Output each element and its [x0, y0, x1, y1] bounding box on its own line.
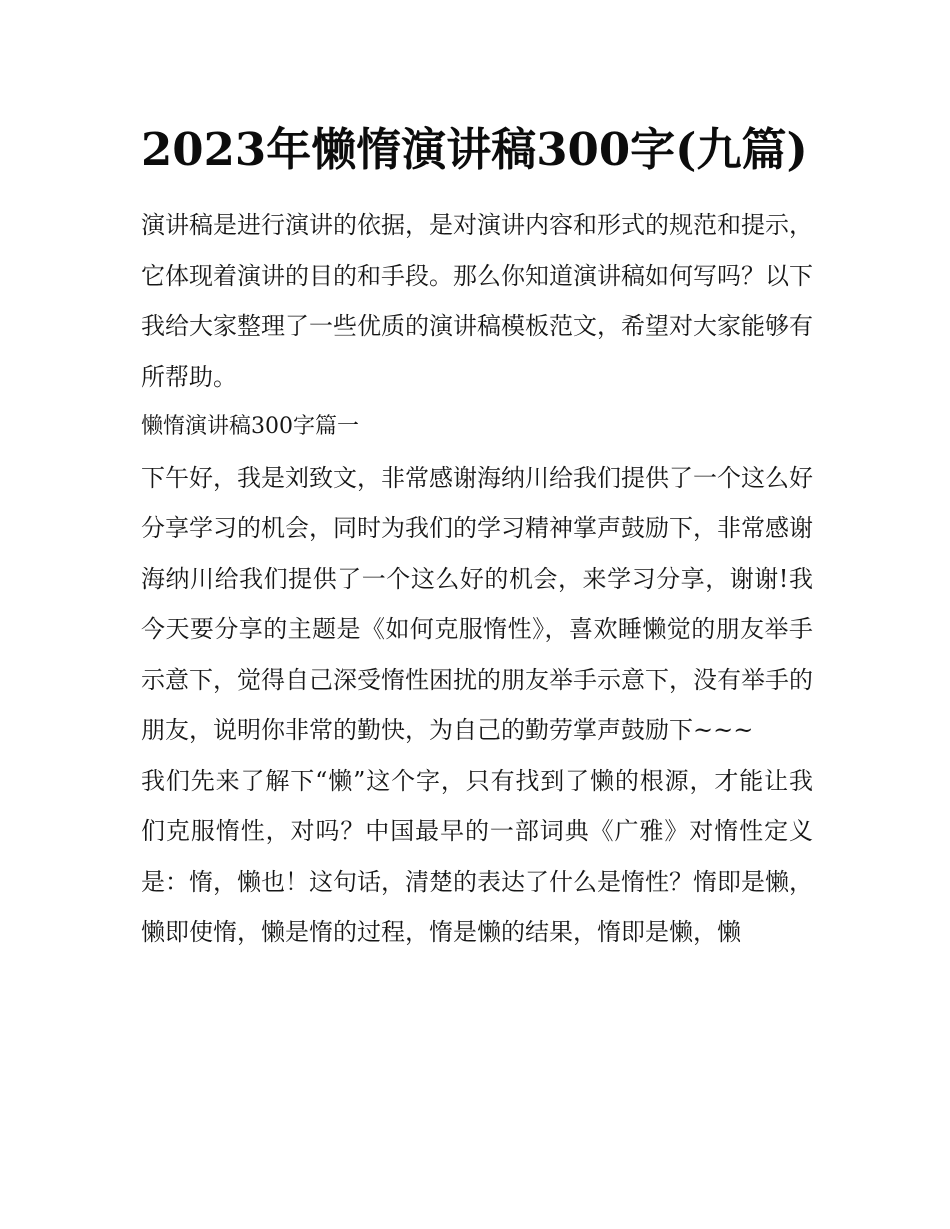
section-heading: 懒惰演讲稿300字篇一 — [141, 414, 359, 439]
document-body — [141, 200, 813, 958]
document-content — [141, 114, 813, 958]
intro-paragraph: 演讲稿是进行演讲的依据，是对演讲内容和形式的规范和提示，它体现着演讲的目的和手段。那么你知道演讲稿如何写吗？以下我给大家整理了一些优质的演讲稿模板范文，希望对大家能够有所帮助。 — [141, 211, 813, 391]
document-title: 2023年懒惰演讲稿300字(九篇) — [141, 123, 808, 176]
body-paragraph: 我们先来了解下“懒”这个字，只有找到了懒的根源，才能让我们克服惰性，对吗？中国最早的一部词典《广雅》对惰性定义是：惰，懒也！这句话，清楚的表达了什么是惰性？惰即是懒，懒即使惰，懒是惰的过程，惰是懒的结果，惰即是懒，懒 — [141, 766, 813, 946]
body-paragraph: 下午好，我是刘致文，非常感谢海纳川给我们提供了一个这么好分享学习的机会，同时为我们的学习精神掌声鼓励下，非常感谢海纳川给我们提供了一个这么好的机会，来学习分享，谢谢!我今天要分享的主题是《如何克服惰性》，喜欢睡懒觉的朋友举手示意下，觉得自己深受惰性困扰的朋友举手示意下，没有举手的朋友，说明你非常的勤快，为自己的勤劳掌声鼓励下~~~ — [141, 463, 813, 744]
